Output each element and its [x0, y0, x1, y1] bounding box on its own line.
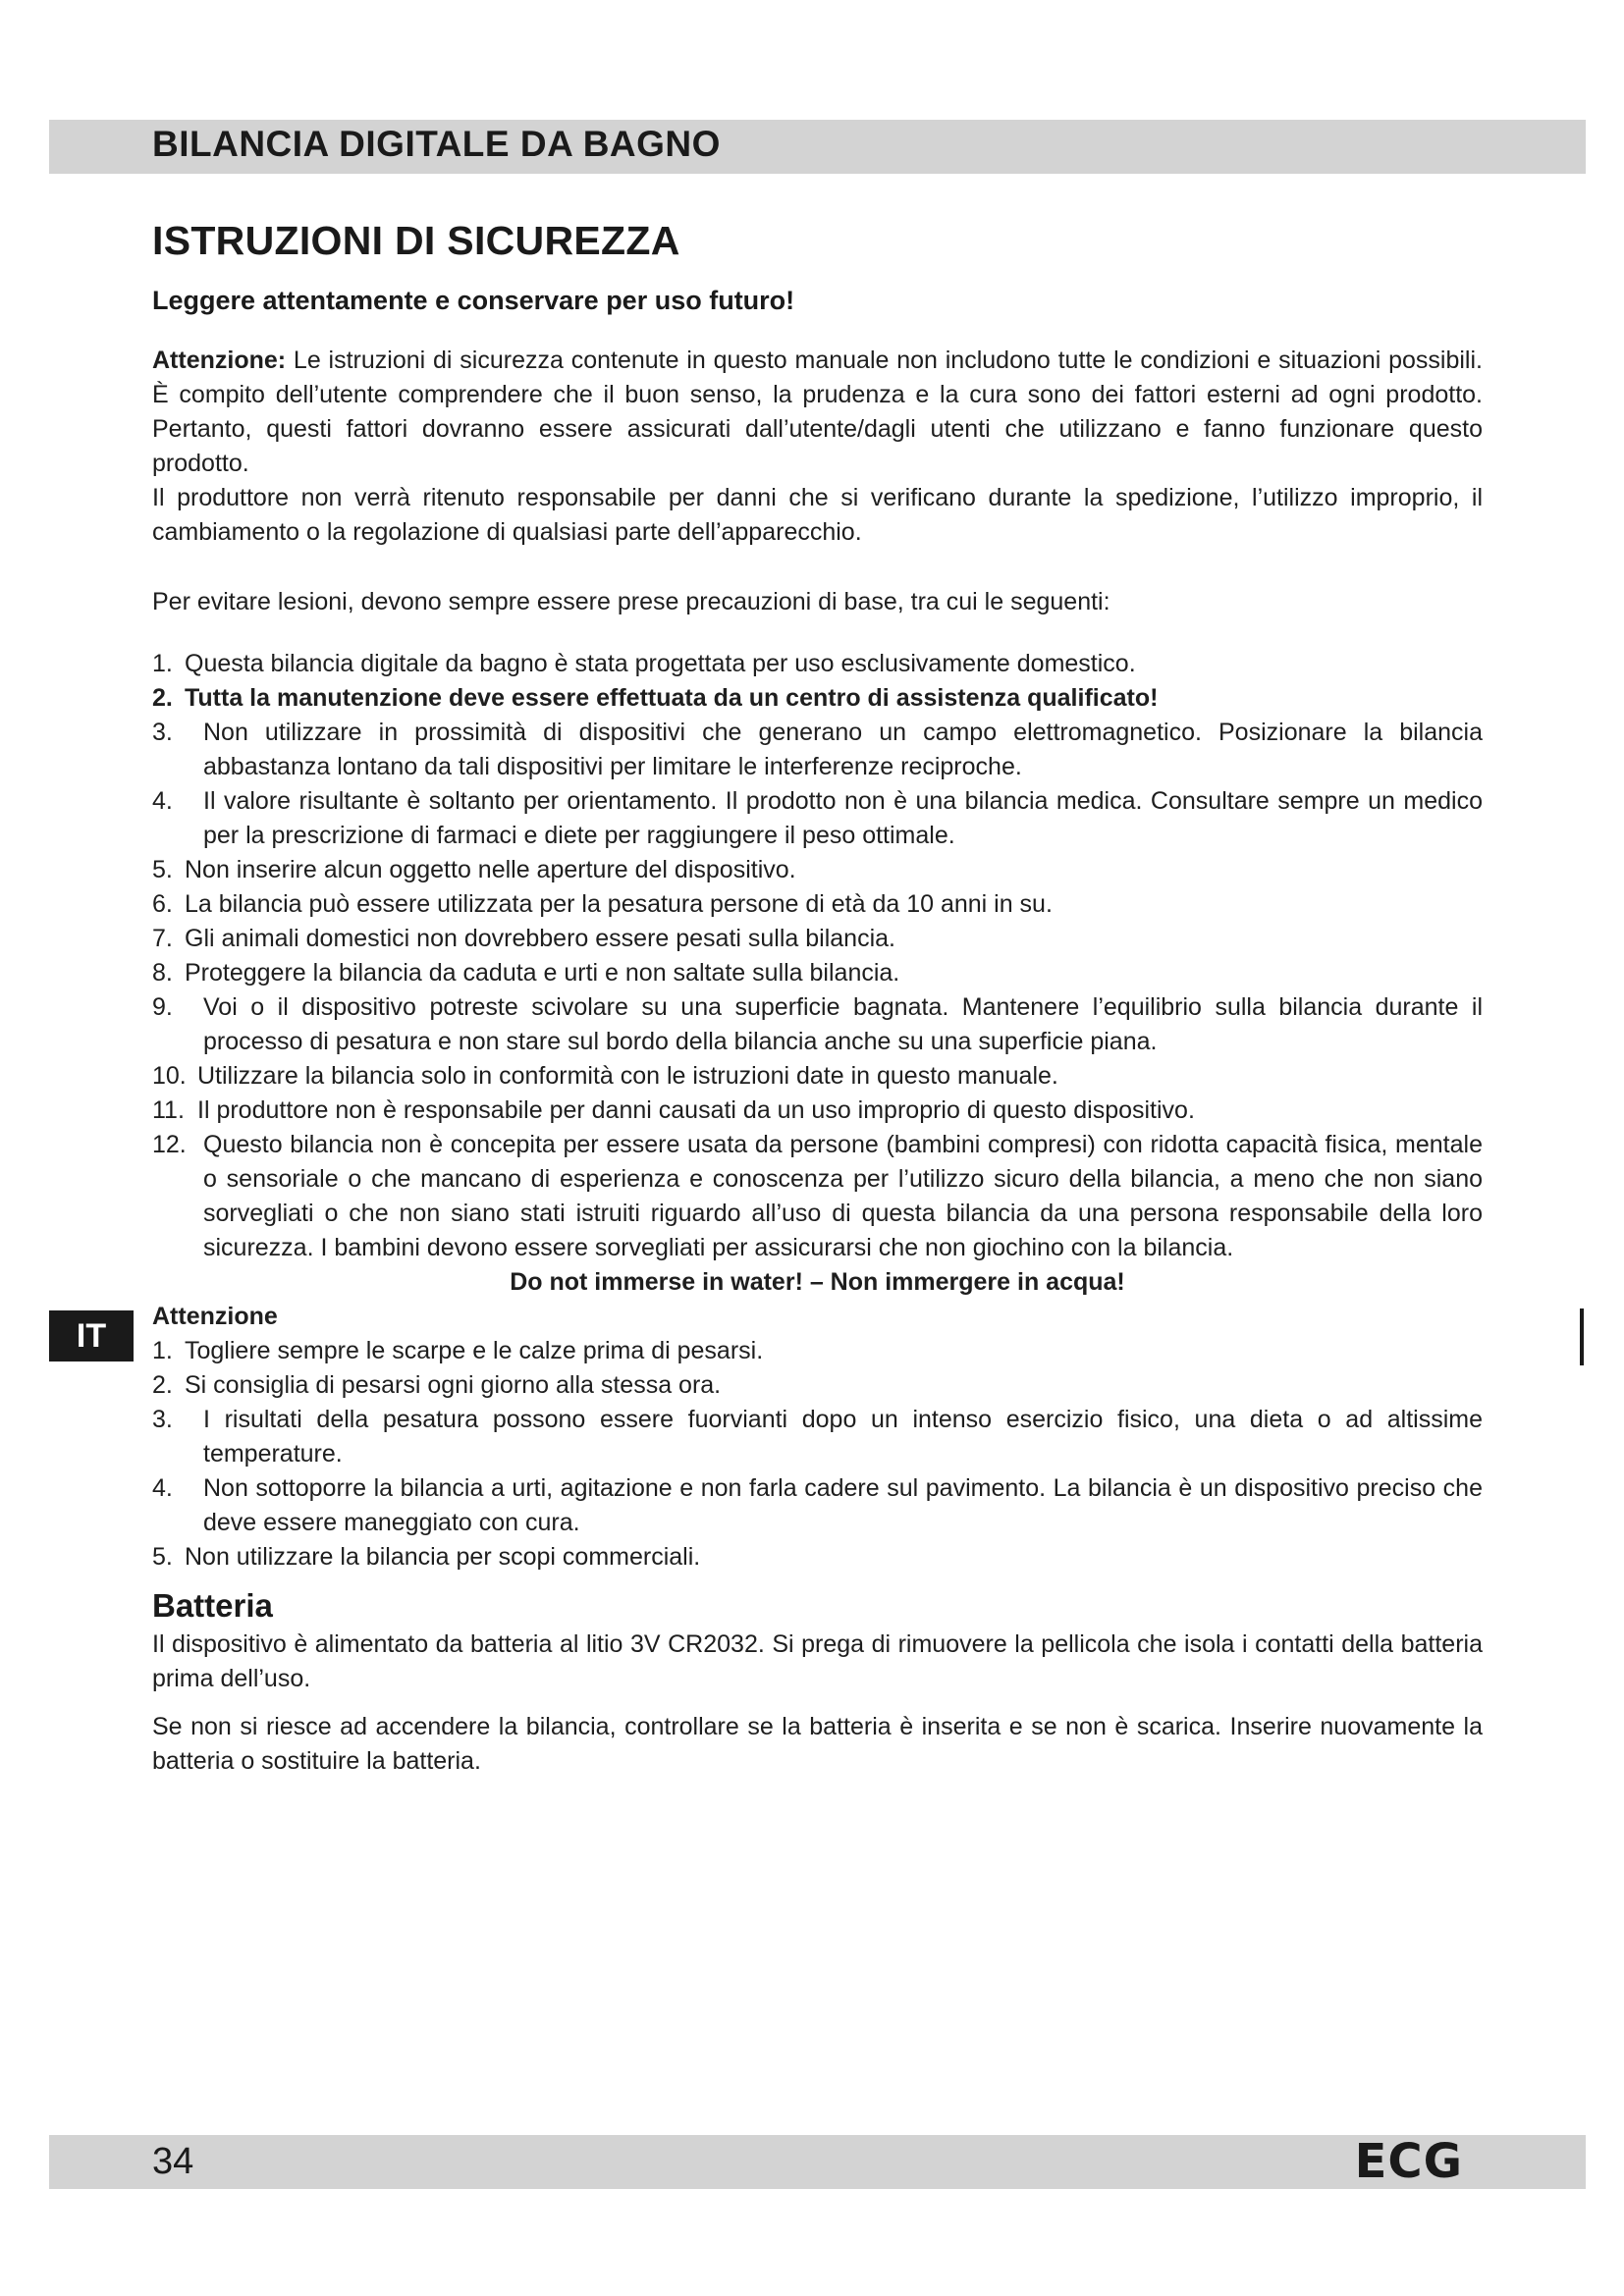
attention-title: Attenzione — [152, 1303, 278, 1330]
language-tab: IT — [49, 1310, 134, 1362]
list-item: 10. Utilizzare la bilancia solo in conformità con le istruzioni date in questo manuale. — [152, 1062, 1058, 1090]
battery-paragraph-1: Il dispositivo è alimentato da batteria al litio 3V CR2032. Si prega di rimuovere la pellicola che isola i contatti della batteria prima dell’uso. — [152, 1630, 1483, 1692]
list-item: 2. Tutta la manutenzione deve essere effettuata da un centro di assistenza qualificato! — [152, 684, 1159, 712]
list-item: 1. Questa bilancia digitale da bagno è stata progettata per uso esclusivamente domestico. — [152, 650, 1136, 677]
attention-list — [152, 1334, 1483, 1575]
main-content — [152, 216, 1483, 1779]
water-warning: Do not immerse in water! – Non immergere in acqua! — [510, 1268, 1125, 1296]
list-item: 11. Il produttore non è responsabile per danni causati da un uso improprio di questo dispositivo. — [152, 1096, 1195, 1124]
footer-bar — [49, 2135, 1586, 2189]
list-item: 3. I risultati della pesatura possono essere fuorvianti dopo un intenso esercizio fisico, una dieta o ad altissime temperature. — [152, 1406, 1483, 1468]
list-item: 7. Gli animali domestici non dovrebbero essere pesati sulla bilancia. — [152, 925, 895, 952]
section-subtitle: Leggere attentamente e conservare per uso futuro! — [152, 286, 795, 315]
intro-paragraph — [152, 344, 1483, 481]
precautions-lead: Per evitare lesioni, devono sempre essere prese precauzioni di base, tra cui le seguenti: — [152, 588, 1110, 615]
list-item: 12. Questo bilancia non è concepita per essere usata da persone (bambini compresi) con ridotta capacità fisica, mentale o sensoriale o che mancano di esperienza e conoscenza per l’utilizzo sicuro della bilancia, a meno che non siano sorvegliati o che non siano stati istruiti riguardo all’uso di questa bilancia da una persona responsabile della loro sicurezza. I bambini devono essere sorvegliati per assicurarsi che non giochino con la bilancia. — [152, 1131, 1483, 1261]
list-item: 6. La bilancia può essere utilizzata per la pesatura persone di età da 10 anni in su. — [152, 890, 1053, 918]
list-item: 4. Non sottoporre la bilancia a urti, agitazione e non farla cadere sul pavimento. La bilancia è un dispositivo preciso che deve essere maneggiato con cura. — [152, 1474, 1483, 1536]
page-number: 34 — [152, 2141, 194, 2182]
battery-paragraph-2: Se non si riesce ad accendere la bilancia, controllare se la batteria è inserita e se non è scarica. Inserire nuovamente la batteria o sostituire la batteria. — [152, 1713, 1483, 1775]
intro-label: Attenzione: — [152, 347, 287, 374]
list-item: 5. Non utilizzare la bilancia per scopi commerciali. — [152, 1543, 701, 1571]
list-item: 3. Non utilizzare in prossimità di dispositivi che generano un campo elettromagnetico. Posizionare la bilancia abbastanza lontano da tali dispositivi per limitare le interferenze reciproche. — [152, 719, 1483, 780]
section-title: ISTRUZIONI DI SICUREZZA — [152, 218, 680, 263]
page-edge-marker — [1580, 1308, 1584, 1365]
battery-title: Batteria — [152, 1587, 273, 1624]
brand-logo: ECG — [1354, 2134, 1463, 2189]
list-item: 1. Togliere sempre le scarpe e le calze prima di pesarsi. — [152, 1337, 764, 1364]
list-item: 2. Si consiglia di pesarsi ogni giorno alla stessa ora. — [152, 1371, 722, 1399]
list-item: 9. Voi o il dispositivo potreste scivolare su una superficie bagnata. Mantenere l’equilibrio sulla bilancia durante il processo di pesatura e non stare sul bordo della bilancia anche su una superficie piana. — [152, 993, 1483, 1055]
list-item: 4. Il valore risultante è soltanto per orientamento. Il prodotto non è una bilancia medica. Consultare sempre un medico per la prescrizione di farmaci e diete per raggiungere il peso ottimale. — [152, 787, 1483, 849]
document-title: BILANCIA DIGITALE DA BAGNO — [152, 124, 721, 164]
safety-list — [152, 647, 1483, 1265]
header-bar — [49, 120, 1586, 174]
list-item: 8. Proteggere la bilancia da caduta e urti e non saltate sulla bilancia. — [152, 959, 900, 987]
list-item: 5. Non inserire alcun oggetto nelle aperture del dispositivo. — [152, 856, 796, 883]
liability-paragraph: Il produttore non verrà ritenuto responsabile per danni che si verificano durante la spedizione, l’utilizzo improprio, il cambiamento o la regolazione di qualsiasi parte dell’apparecchio. — [152, 484, 1483, 546]
intro-text: Le istruzioni di sicurezza contenute in questo manuale non includono tutte le condizioni e situazioni possibili. È compito dell’utente comprendere che il buon senso, la prudenza e la cura sono dei fattori esterni ad ogni prodotto. Pertanto, questi fattori dovranno essere assicurati dall’utente/dagli utenti che utilizzano e fanno funzionare questo prodotto. — [152, 347, 1483, 477]
